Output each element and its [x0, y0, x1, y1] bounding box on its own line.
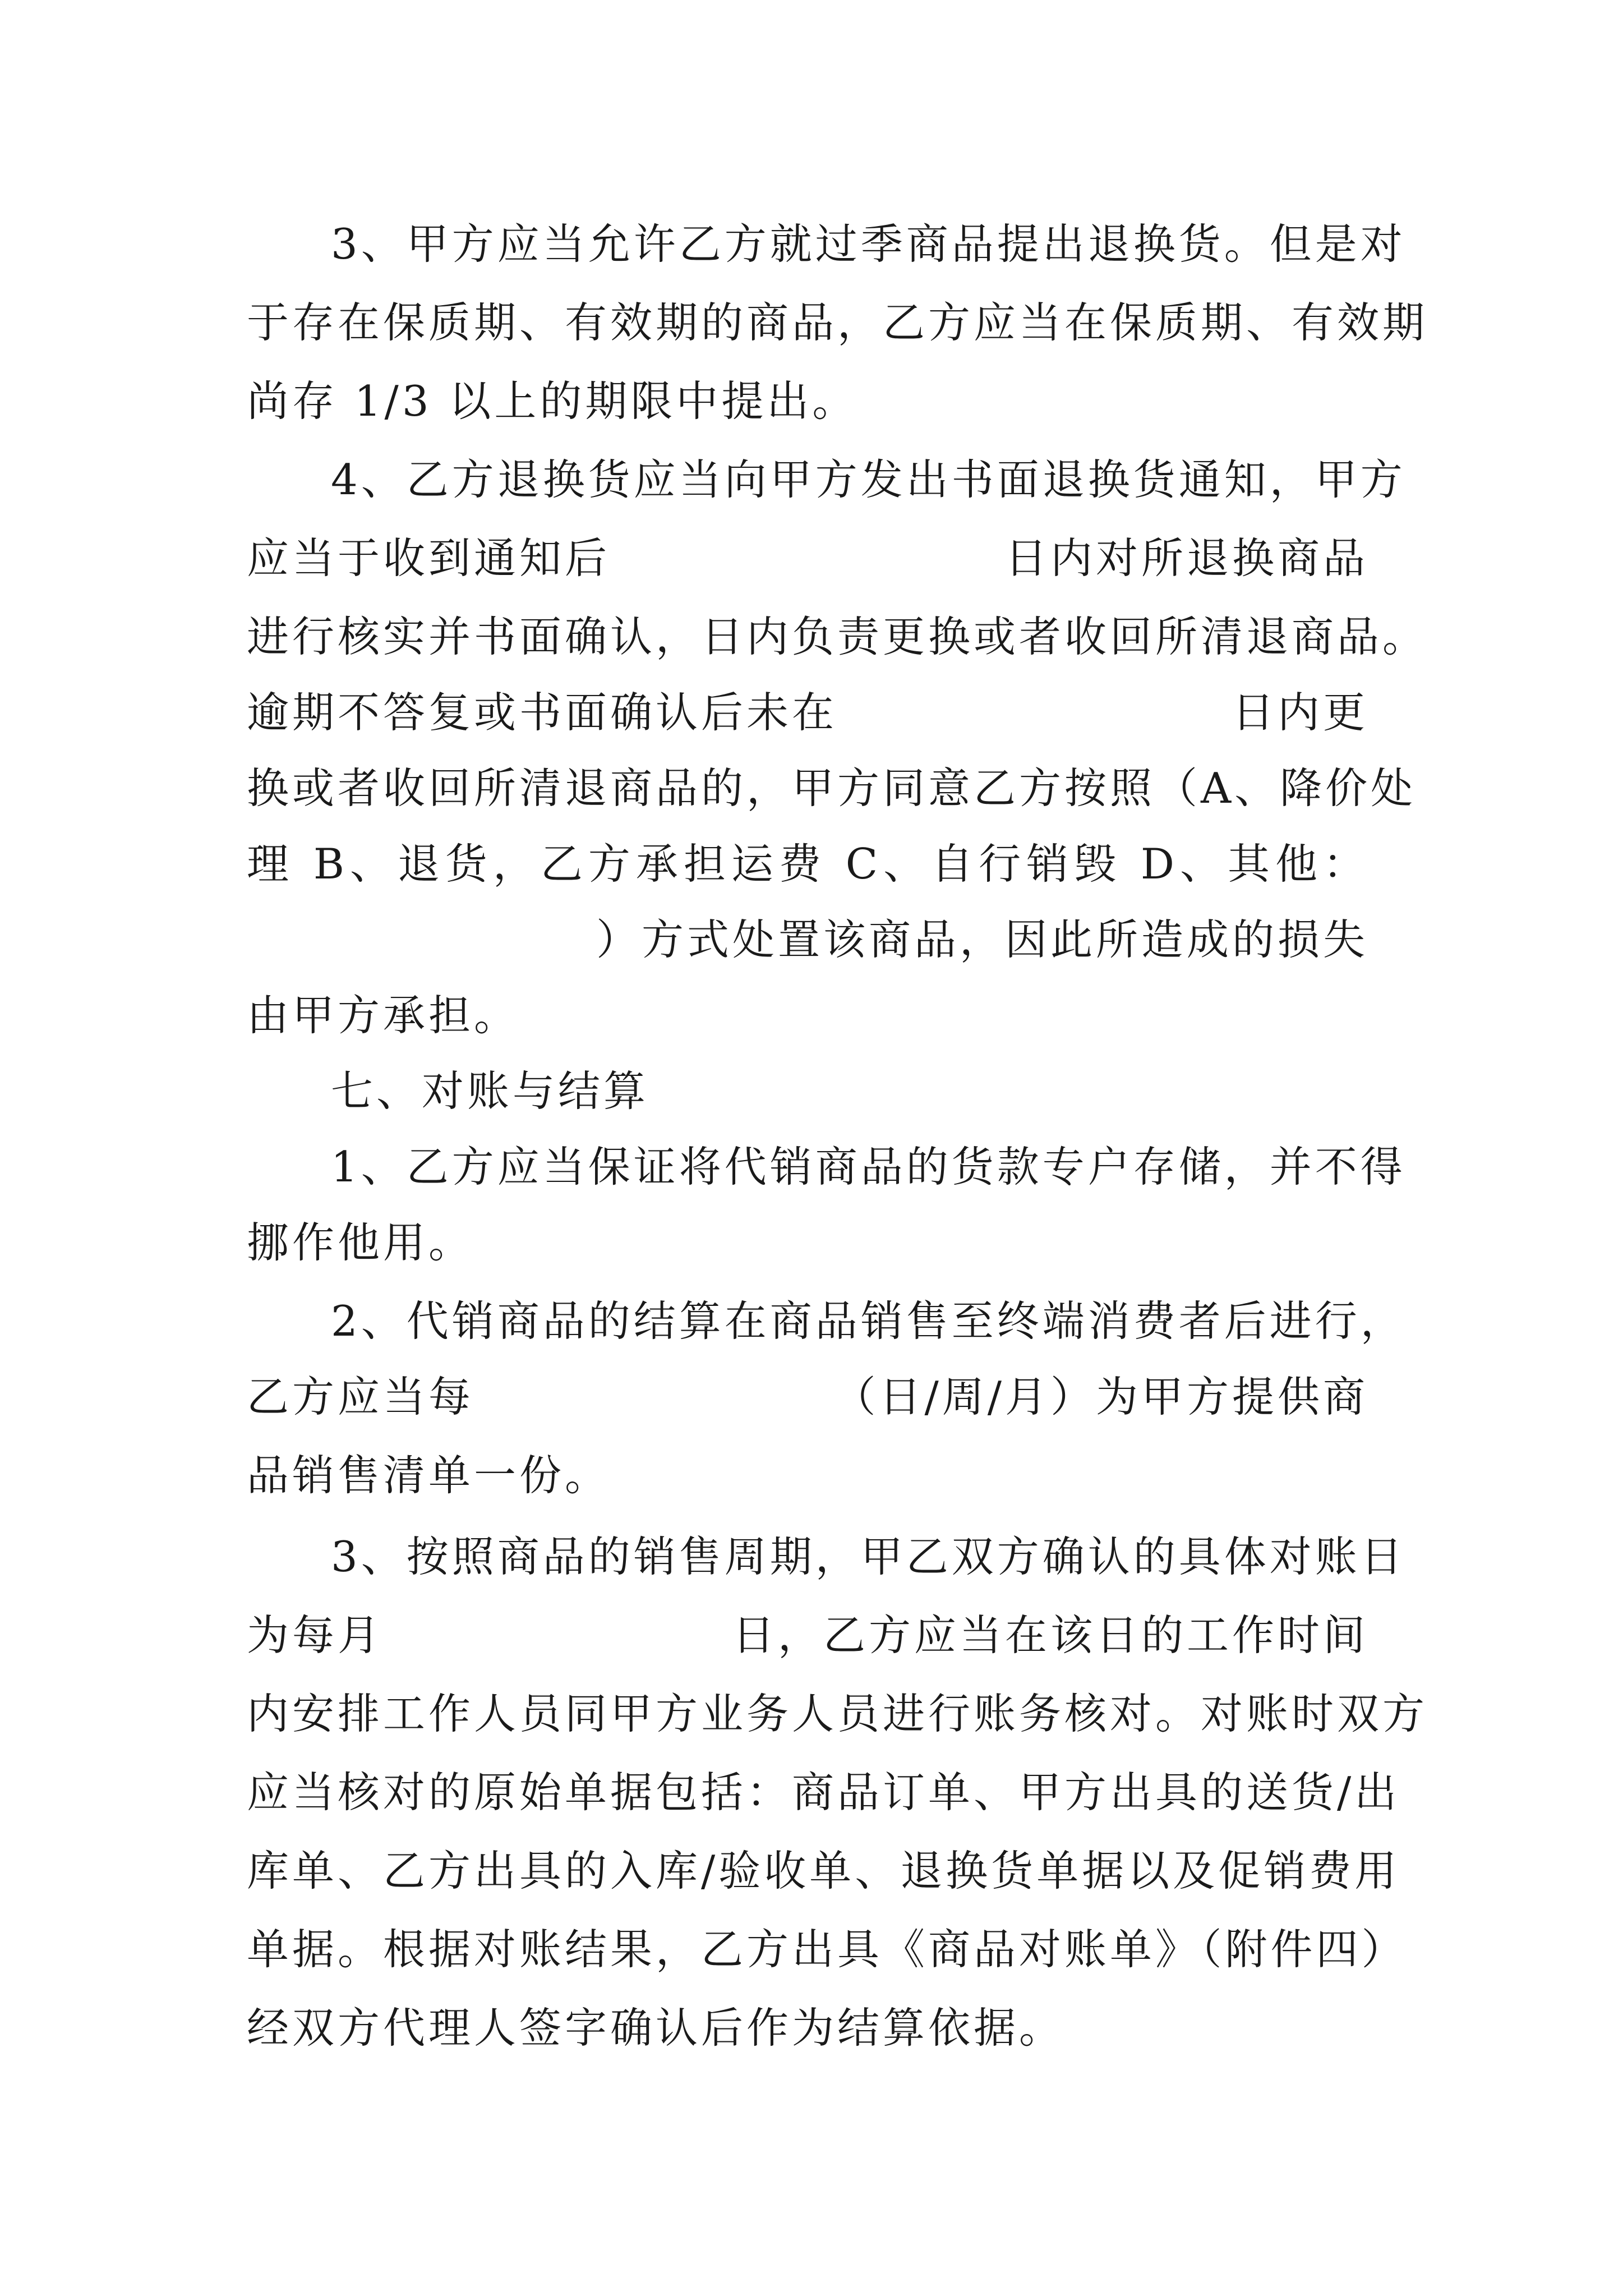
text-segment: （日/周/月）为甲方提供商 — [833, 1372, 1368, 1421]
text-line: 3、甲方应当允许乙方就过季商品提出退换货。但是对 — [331, 219, 1406, 269]
text-line: 进行核实并书面确认，日内负责更换或者收回所清退商品。 — [247, 612, 1428, 661]
text-line: 单据。根据对账结果，乙方出具《商品对账单》（附件四） — [247, 1925, 1407, 1974]
text-line: 1、乙方应当保证将代销商品的货款专户存储，并不得 — [331, 1142, 1406, 1191]
text-segment: 日内更 — [1232, 688, 1368, 737]
text-line-with-blank — [247, 516, 1368, 600]
text-line: 经双方代理人签字确认后作为结算依据。 — [247, 2003, 1065, 2053]
text-line: 内安排工作人员同甲方业务人员进行账务核对。对账时双方 — [247, 1689, 1428, 1738]
text-line: 3、按照商品的销售周期，甲乙双方确认的具体对账日 — [331, 1532, 1406, 1581]
text-line: 挪作他用。 — [247, 1218, 474, 1267]
text-line: 尚存 1/3 以上的期限中提出。 — [247, 376, 858, 426]
text-segment: 为每月 — [247, 1611, 384, 1660]
text-line: 由甲方承担。 — [247, 991, 520, 1040]
text-line: 品销售清单一份。 — [247, 1451, 611, 1500]
text-line-with-blank — [247, 1355, 1368, 1439]
text-segment: 乙方应当每 — [247, 1372, 474, 1421]
text-line: 4、乙方退换货应当向甲方发出书面退换货通知，甲方 — [331, 455, 1406, 504]
text-segment: 应当于收到通知后 — [247, 533, 611, 583]
text-line: 2、代销商品的结算在商品销售至终端消费者后进行， — [331, 1296, 1406, 1346]
text-line: 库单、乙方出具的入库/验收单、退换货单据以及促销费用 — [247, 1846, 1400, 1895]
text-segment: ）方式处置该商品，因此所造成的损失 — [596, 915, 1368, 964]
text-line: 理 B、退货，乙方承担运费 C、自行销毁 D、其他： — [247, 839, 1368, 889]
text-line: 换或者收回所清退商品的，甲方同意乙方按照（A、降价处 — [247, 763, 1417, 813]
text-segment: 日，乙方应当在该日的工作时间 — [732, 1611, 1368, 1660]
section-heading: 七、对账与结算 — [331, 1066, 649, 1116]
text-line: 于存在保质期、有效期的商品，乙方应当在保质期、有效期 — [247, 298, 1428, 347]
text-line-with-blank — [247, 898, 1368, 982]
text-line-with-blank — [247, 670, 1368, 754]
text-segment: 逾期不答复或书面确认后未在 — [247, 688, 838, 737]
text-line: 应当核对的原始单据包括：商品订单、甲方出具的送货/出 — [247, 1768, 1400, 1817]
text-line-with-blank — [247, 1593, 1368, 1677]
text-segment: 日内对所退换商品 — [1004, 533, 1368, 583]
